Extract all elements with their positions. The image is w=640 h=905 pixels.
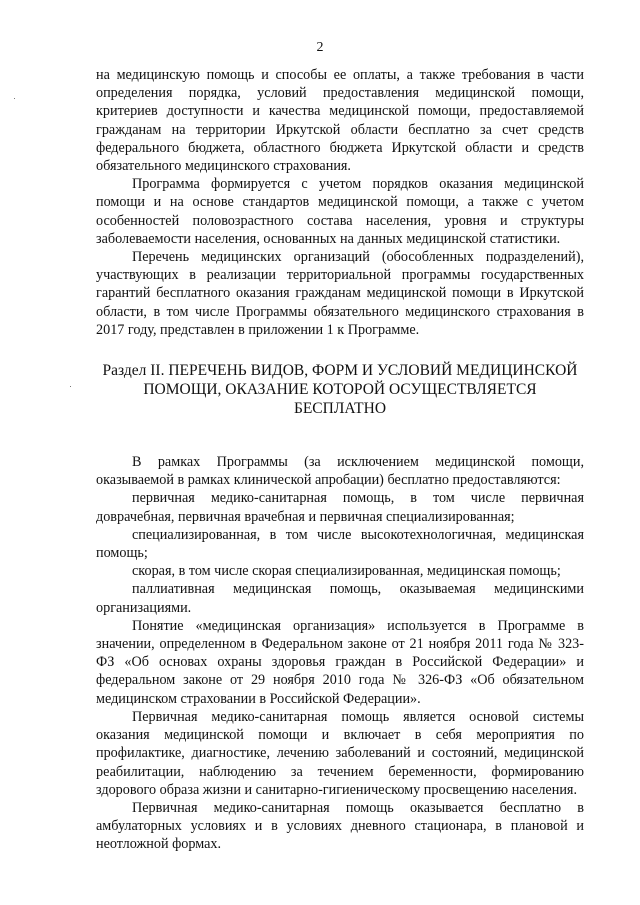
scan-mark bbox=[14, 98, 15, 99]
paragraph: В рамках Программы (за исключением медицинской помощи, оказываемой в рамках клинической апробации) бесплатно предоставляются: bbox=[96, 454, 584, 489]
list-item: паллиативная медицинская помощь, оказываемая медицинскими организациями. bbox=[96, 581, 584, 616]
list-item: специализированная, в том числе высокотехнологичная, медицинская помощь; bbox=[96, 526, 584, 562]
paragraph: Перечень медицинских организаций (обособленных подразделений), участвующих в реализации территориальной программы государственных гарантий бесплатного оказания гражданам медицинской помощи в Иркутской области, в том числе Программы обязательного медицинского страхования в 2017 году, представлен в приложении 1 к Программе. bbox=[96, 249, 584, 338]
paragraph: Понятие «медицинская организация» используется в Программе в значении, определенном в Федеральном законе от 21 ноября 2011 года № 323-ФЗ «Об основах охраны здоровья граждан в Российской Федерации» и федеральном законе от 29 ноября 2010 года № 326-ФЗ «Об обязательном медицинском страховании в Российской Федерации». bbox=[96, 617, 584, 707]
paragraph: Программа формируется с учетом порядков оказания медицинской помощи и на основе стандартов медицинской помощи, а также с учетом особенностей половозрастного состава населения, уровня и структуры заболеваемости населения, основанных на данных медицинской статистики. bbox=[96, 176, 584, 247]
list-item: скорая, в том числе скорая специализированная, медицинская помощь; bbox=[132, 563, 561, 580]
section-title: Раздел II. ПЕРЕЧЕНЬ ВИДОВ, ФОРМ И УСЛОВИЙ МЕДИЦИНСКОЙ ПОМОЩИ, ОКАЗАНИЕ КОТОРОЙ ОСУЩЕСТВЛЯЕТСЯ БЕСПЛАТНО bbox=[102, 362, 578, 418]
paragraph: Первичная медико-санитарная помощь является основой системы оказания медицинской помощи и включает в себя мероприятия по профилактике, диагностике, лечению заболеваний и состояний, медицинской реабилитации, наблюдению за течением беременности, формированию здорового образа жизни и санитарно-гигиеническому просвещению населения. bbox=[96, 708, 584, 798]
paragraph: на медицинскую помощь и способы ее оплаты, а также требования в части определения порядка, условий предоставления медицинской помощи, критериев доступности и качества медицинской помощи, предоставляемой гражданам на территории Иркутской области бесплатно за счет средств федерального бюджета, областного бюджета Иркутской области и средств обязательного медицинского страхования. bbox=[96, 67, 584, 175]
page-number: 2 bbox=[316, 40, 324, 55]
document-body bbox=[96, 66, 584, 854]
list-item: первичная медико-санитарная помощь, в том числе первичная доврачебная, первичная врачебная и первичная специализированная; bbox=[96, 490, 584, 525]
scan-mark bbox=[70, 386, 71, 387]
paragraph: Первичная медико-санитарная помощь оказывается бесплатно в амбулаторных условиях и в условиях дневного стационара, в плановой и неотложной формах. bbox=[96, 799, 584, 853]
